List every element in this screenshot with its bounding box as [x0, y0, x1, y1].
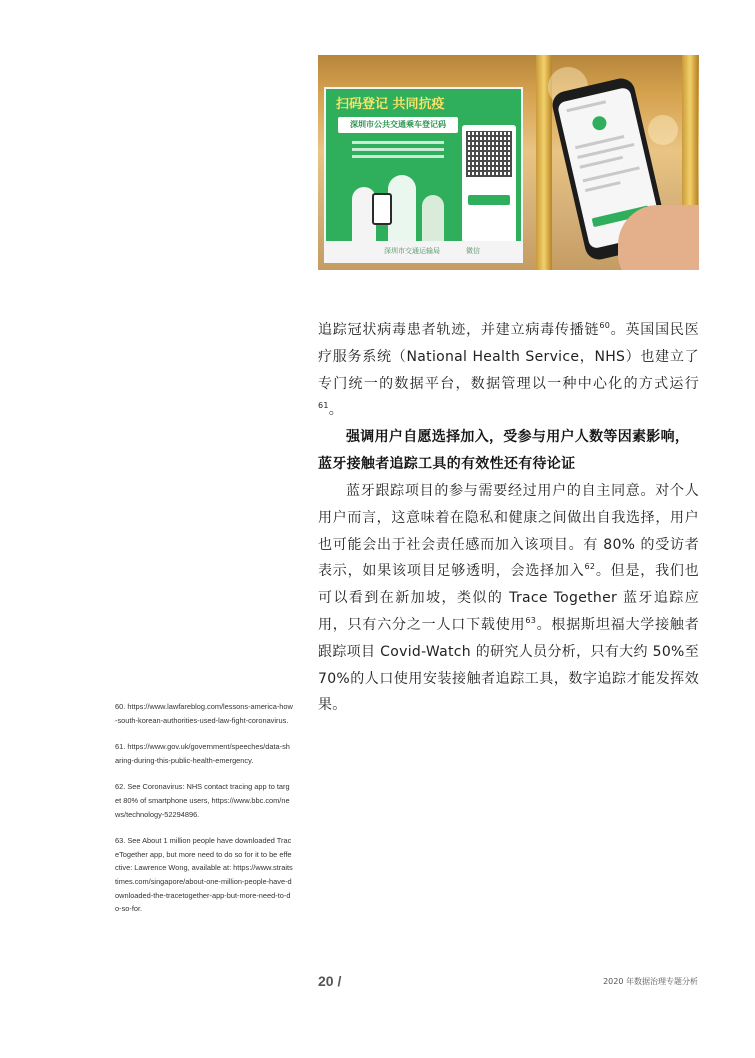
hand [618, 205, 699, 270]
bus-qr-photo [318, 55, 699, 270]
footnote-63[interactable]: 63. See About 1 million people have downloaded TraceTogether app, but more need to do so for it to be effective: Lawrence Wong, available at: https://www.straitstimes.com/singapore/about-one-million-people-have-downloaded-the-tracetogether-app-but-more-need-to-do-so-for. [115, 836, 293, 914]
paragraph-1 [318, 317, 699, 424]
poster-footer [326, 241, 521, 261]
footnote-ref-61[interactable]: 61 [318, 401, 329, 411]
paragraph-1-text: 。英国国民医疗服务系统（National Health Service，NHS）也建立了专门统一的数据平台，数据管理以一种中心化的方式运行 [318, 322, 699, 392]
footnote-ref-60[interactable]: 60 [599, 321, 611, 330]
poster-figure [388, 175, 416, 247]
poster-figure [422, 195, 444, 247]
section-heading: 强调用户自愿选择加入，受参与用户人数等因素影响，蓝牙接触者追踪工具的有效性还有待论证 [318, 429, 690, 472]
document-title: 2020 年数据治理专题分析 [603, 977, 698, 986]
paragraph-2-text: 。根据斯坦福大学接触者跟踪项目 Covid-Watch 的研究人员分析，只有大约 50%至 70%的人口使用安装接触者追踪工具，数字追踪才能发挥效果。 [318, 616, 699, 714]
footnote-60[interactable]: 60. https://www.lawfareblog.com/lessons-america-how-south-korean-authorities-used-law-fight-coronavirus. [115, 702, 293, 725]
qr-card [462, 125, 516, 243]
qr-registration-poster [324, 87, 523, 263]
footnote-62[interactable]: 62. See Coronavirus: NHS contact tracing app to target 80% of smartphone users, https://www.bbc.com/news/technology-52294896. [115, 782, 290, 819]
footnotes [115, 700, 293, 929]
paragraph-2 [318, 478, 699, 719]
footnote-ref-63[interactable]: 63 [525, 615, 537, 625]
poster-instructions [352, 141, 444, 162]
poster-subtitle: 深圳市公共交通乘车登记码 [338, 117, 458, 133]
poster-phone-icon [372, 193, 392, 225]
poster-wechat: 微信 [466, 247, 480, 255]
footnote-ref-62[interactable]: 62 [584, 562, 596, 572]
qr-register-button [468, 195, 510, 205]
poster-headline: 扫码登记 共同抗疫 [336, 97, 445, 112]
paragraph-2-text: 蓝牙跟踪项目的参与需要经过用户的自主同意。对个人用户而言，这意味着在隐私和健康之间做出自我选择，用户也可能会出于社会责任感而加入该项目。有 80% 的受访者表示，如果该项目足够透明，会选择加入 [318, 483, 699, 580]
bokeh-light [648, 115, 678, 145]
paragraph-1-text: 。 [328, 402, 344, 419]
qr-code-icon [466, 131, 512, 177]
poster-org: 深圳市交通运输局 [384, 247, 440, 255]
check-icon [591, 115, 608, 132]
paragraph-2-text: 。但是，我们也可以看到在新加坡，类似的 Trace Together 蓝牙追踪应用，只有六分之一人口下载使用 [318, 563, 699, 633]
paragraph-1-text: 追踪冠状病毒患者轨迹，并建立病毒传播链 [318, 322, 600, 338]
footnote-61[interactable]: 61. https://www.gov.uk/government/speeches/data-sharing-during-this-public-health-emergency. [115, 742, 290, 765]
page-number: 20 / [318, 973, 342, 989]
